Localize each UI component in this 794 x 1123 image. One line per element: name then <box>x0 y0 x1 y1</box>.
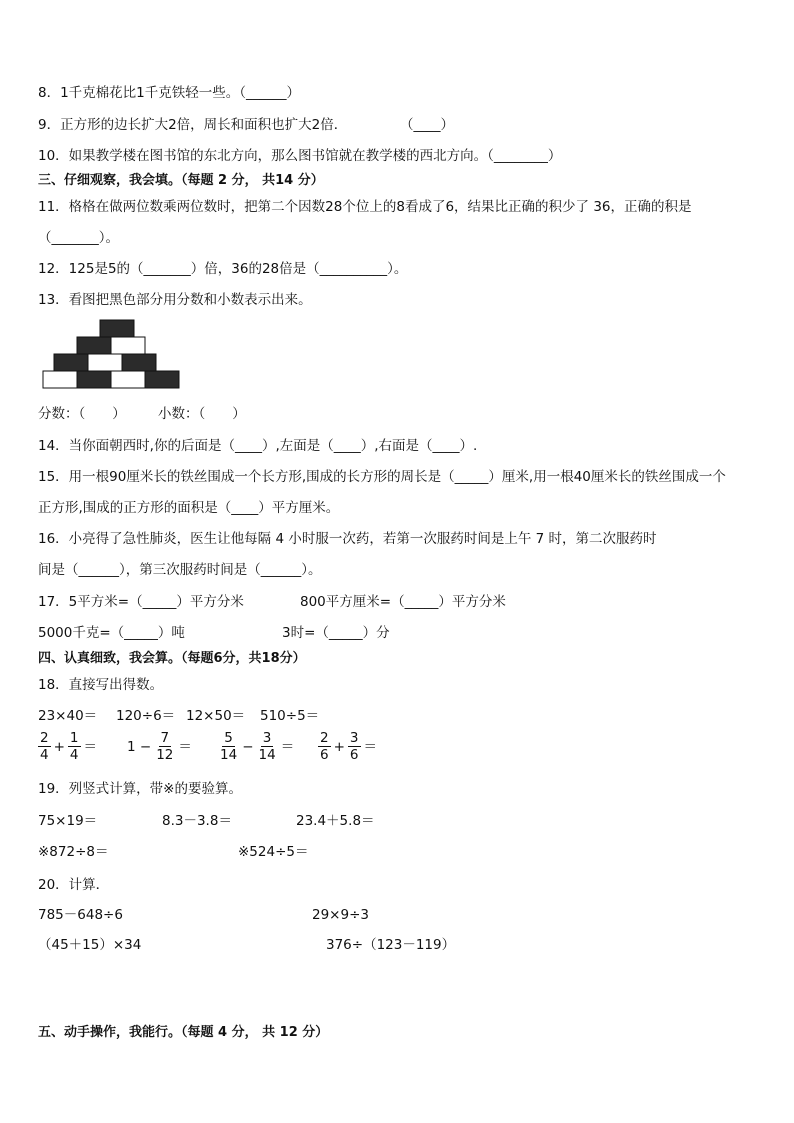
q18-item-1: 23×40＝ <box>38 708 98 724</box>
q19-item-5: ※524÷5＝ <box>238 844 309 860</box>
question-8: 8．1千克棉花比1千克铁轻一些。（______） <box>38 85 301 101</box>
question-9-answer-blank[interactable]: （____） <box>400 117 454 133</box>
question-17-item-2: 800平方厘米=（_____）平方分米 <box>300 594 506 610</box>
question-16: 16．小亮得了急性肺炎，医生让他每隔 4 小时服一次药，若第一次服药时间是上午 7 时，第二次服药时 <box>38 531 657 547</box>
question-14: 14．当你面朝西时,你的后面是（____）,左面是（____）,右面是（____）. <box>38 438 478 454</box>
question-11: 11．格格在做两位数乘两位数时，把第二个因数28个位上的8看成了6，结果比正确的积少了 36，正确的积是 <box>38 199 692 215</box>
question-13: 13．看图把黑色部分用分数和小数表示出来。 <box>38 292 312 308</box>
q18-fraction-expr-4: $\frac{2}{6}$ + $\frac{3}{6}$ ＝ <box>320 730 377 763</box>
brick-black <box>54 354 88 371</box>
question-15: 15．用一根90厘米长的铁丝围成一个长方形,围成的长方形的周长是（_____）厘米,用一根40厘米长的铁丝围成一个 <box>38 469 726 485</box>
brick-black <box>77 337 111 354</box>
brick-black <box>77 371 111 388</box>
brick-white <box>111 371 145 388</box>
q18-fraction-expr-3: $\frac{5}{14}$ − $\frac{3}{14}$ ＝ <box>220 730 295 763</box>
question-13-decimal-blank[interactable]: 小数：（ ） <box>158 406 246 422</box>
question-13-fraction-blank[interactable]: 分数：（ ） <box>38 406 126 422</box>
question-16-continued: 间是（______），第三次服药时间是（______）。 <box>38 562 322 578</box>
section-4-heading: 四、认真细致，我会算。（每题6分，共18分） <box>38 651 306 666</box>
q18-item-3: 12×50＝ <box>186 708 246 724</box>
q18-fraction-expr-1: $\frac{2}{4}$ + $\frac{1}{4}$ ＝ <box>40 730 97 763</box>
q19-item-4: ※872÷8＝ <box>38 844 109 860</box>
q19-item-2: 8.3－3.8＝ <box>162 813 232 829</box>
q19-item-3: 23.4＋5.8＝ <box>296 813 375 829</box>
question-17-item-3: 5000千克=（_____）吨 <box>38 625 185 641</box>
question-12: 12．125是5的（_______）倍，36的28倍是（__________）。 <box>38 261 408 277</box>
q18-item-2: 120÷6＝ <box>116 708 176 724</box>
question-20: 20．计算． <box>38 877 110 893</box>
question-11-answer-blank[interactable]: （_______）。 <box>38 230 119 246</box>
q20-item-1: 785－648÷6 <box>38 907 123 923</box>
question-19: 19．列竖式计算，带※的要验算。 <box>38 781 242 797</box>
q19-item-1: 75×19＝ <box>38 813 98 829</box>
question-18: 18．直接写出得数。 <box>38 677 164 693</box>
section-5-heading: 五、动手操作，我能行。（每题 4 分， 共 12 分） <box>38 1025 329 1040</box>
question-10: 10．如果教学楼在图书馆的东北方向，那么图书馆就在教学楼的西北方向。（________） <box>38 148 562 164</box>
brick-white <box>43 371 77 388</box>
question-17-item-4: 3时=（_____）分 <box>282 625 390 641</box>
brick-white <box>111 337 145 354</box>
brick-white <box>88 354 122 371</box>
q18-fraction-expr-2: 1 − $\frac{7}{12}$ ＝ <box>127 730 192 763</box>
question-17-item-1: 17．5平方米=（_____）平方分米 <box>38 594 244 610</box>
q18-item-4: 510÷5＝ <box>260 708 320 724</box>
question-9: 9．正方形的边长扩大2倍，周长和面积也扩大2倍． <box>38 117 348 133</box>
brick-black <box>100 320 134 337</box>
brick-black <box>145 371 179 388</box>
question-15-continued: 正方形,围成的正方形的面积是（____）平方厘米。 <box>38 500 340 516</box>
brick-pyramid-figure <box>42 318 182 392</box>
section-3-heading: 三、仔细观察，我会填。（每题 2 分， 共14 分） <box>38 173 324 188</box>
brick-black <box>122 354 156 371</box>
q20-item-3: （45＋15）×34 <box>38 937 142 953</box>
q20-item-2: 29×9÷3 <box>312 907 369 923</box>
q20-item-4: 376÷（123－119） <box>326 937 456 953</box>
